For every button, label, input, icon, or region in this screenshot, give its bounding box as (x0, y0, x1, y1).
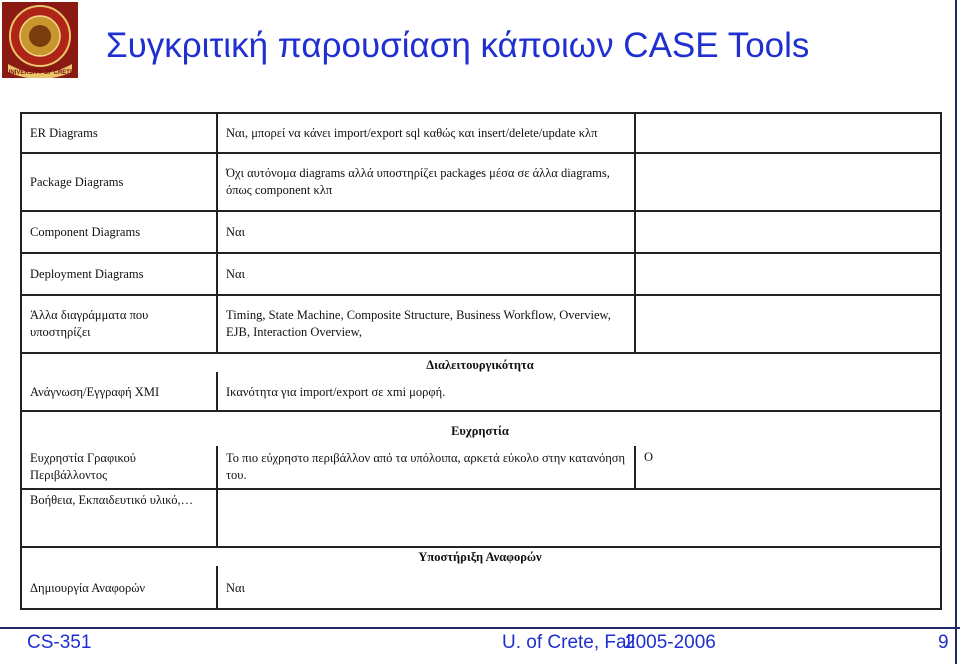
row-label: Ευχρηστία Γραφικού Περιβάλλοντος (30, 451, 136, 482)
university-logo (2, 2, 78, 78)
row-value: Ναι (226, 580, 245, 595)
slide-title: Συγκριτική παρουσίαση κάποιων CASE Tools (106, 26, 810, 65)
row-value: Ναι, μπορεί να κάνει import/export sql καθώς και insert/delete/update κλπ (226, 125, 598, 140)
svg-text:UNIVERSITY OF CRETE: UNIVERSITY OF CRETE (6, 70, 74, 76)
table-rule (20, 410, 942, 412)
row-value: Ναι (226, 224, 245, 239)
table-rule (634, 112, 636, 352)
row-value (218, 154, 634, 210)
footer-page-number: 9 (938, 632, 949, 653)
row-value-line: Timing, State Machine, Composite Structure, Business Workflow, Overview, (226, 308, 611, 322)
row-label: Άλλα διαγράμματα που υποστηρίζει (30, 308, 149, 339)
row-label: Βοήθεια, Εκπαιδευτικό υλικό,… (30, 492, 194, 507)
row-label: Δημιουργία Αναφορών (30, 580, 146, 595)
table-rule (20, 546, 942, 548)
row-value: Ικανότητα για import/export σε xmi μορφή. (226, 384, 446, 399)
row-value-line: Όχι αυτόνομα diagrams αλλά υποστηρίζει packages μέσα σε άλλα diagrams, (226, 166, 610, 180)
right-border-rule (955, 0, 957, 664)
row-value (218, 296, 634, 352)
table-rule (940, 112, 942, 610)
row-value: Ναι (226, 266, 245, 281)
row-label: Component Diagrams (30, 224, 141, 239)
footer-institution: U. of Crete, Fall (502, 632, 636, 653)
section-heading-usability: Ευχρηστία (451, 424, 509, 438)
row-value-line: Το πιο εύχρηστο περιβάλλον από τα υπόλοιπα, αρκετά εύκολο στην κατανόηση (226, 451, 626, 465)
table-rule (20, 352, 942, 354)
row-value-line: EJB, Interaction Overview, (226, 325, 362, 339)
row-label: ER Diagrams (30, 125, 98, 140)
row-label: Deployment Diagrams (30, 266, 144, 281)
footer-years: 2005-2006 (625, 632, 716, 653)
row-label: Package Diagrams (30, 174, 124, 189)
row-value (218, 446, 634, 488)
footer-rule (0, 627, 960, 629)
footer-course: CS-351 (27, 632, 92, 653)
row-value-line: του. (226, 468, 247, 482)
table-rule (20, 608, 942, 610)
row-extra: O (644, 450, 654, 464)
row-label: Ανάγνωση/Εγγραφή XMI (30, 384, 160, 399)
section-heading-reports: Υποστήριξη Αναφορών (418, 550, 542, 564)
section-heading-interop: Διαλειτουργικότητα (426, 358, 534, 372)
comparison-table (20, 112, 942, 612)
row-value-line: όπως component κλπ (226, 183, 333, 197)
